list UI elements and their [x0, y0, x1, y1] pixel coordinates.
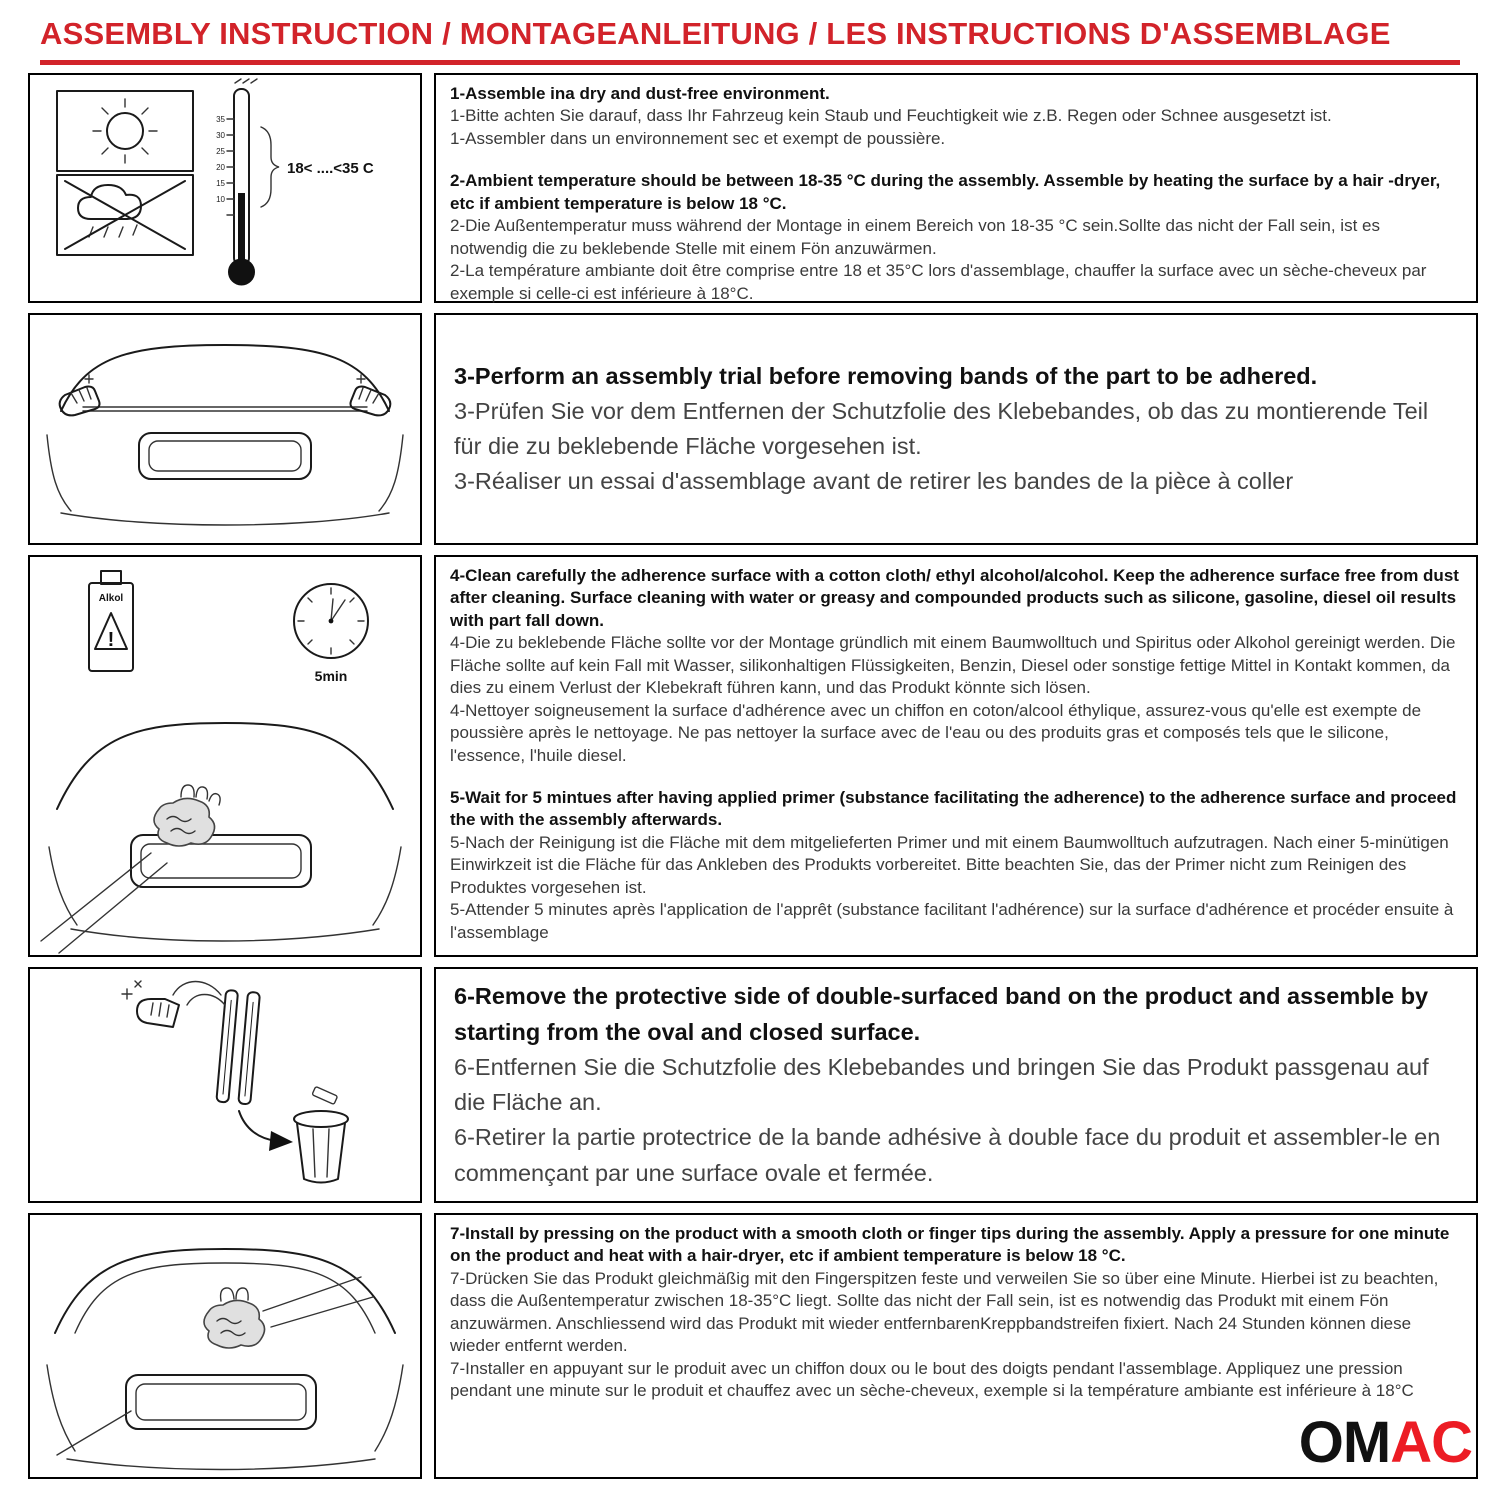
step2-text-en: 2-Ambient temperature should be between 18-35 °C during the assembly. Assemble by heating the surface by a hair -dryer, etc if ambient temperature is below 18 °C.: [450, 171, 1441, 213]
step2-text-de: 2-Die Außentemperatur muss während der Montage in einem Bereich von 18-35 °C sein.Sollte das nicht der Fall sein, ist es notwendig die zu beklebende Stelle mit einem Fön anzuwärmen.: [450, 216, 1380, 258]
bottle-label: Alkol: [98, 593, 124, 604]
hand-icon: [122, 981, 179, 1027]
thermometer-scale-15: 15: [216, 179, 225, 188]
illustration-press-install: [28, 1213, 422, 1479]
omac-logo: [1298, 1410, 1472, 1475]
step5-text-en: 5-Wait for 5 mintues after having applied primer (substance facilitating the adherence) to the adherence surface and proceed the with the assembly afterwards.: [450, 787, 1457, 830]
step6-text-de: 6-Entfernen Sie die Schutzfolie des Klebebandes und bringen Sie das Produkt passgenau auf die Fläche an.: [454, 1053, 1429, 1115]
step-6-instructions: [434, 967, 1478, 1203]
illustration-clean-primer: [28, 555, 422, 957]
header: [0, 0, 1500, 65]
instruction-rows: [0, 73, 1500, 1479]
step-row-environment: [28, 73, 1478, 303]
step7-text-en: 7-Install by pressing on the product with a smooth cloth or finger tips during the assembly. Apply a pressure for one minute on the product and heat with a hair-dryer, etc if ambient temperature is below 18 °C.: [450, 1224, 1450, 1266]
thermometer-scale-20: 20: [216, 163, 225, 172]
illustration-assembly-trial: [28, 313, 422, 545]
clock-icon: [294, 584, 368, 684]
step5-text-fr: 5-Attender 5 minutes après l'application de l'apprêt (substance facilitant l'adhérence) sur la surface d'adhérence et procéder ensuite à l'assemblage: [450, 900, 1454, 942]
step1-text-fr: 1-Assembler dans un environnement sec et exempt de poussière.: [450, 128, 946, 148]
step-4-5-instructions: [434, 555, 1478, 957]
clock-duration-label: 5min: [314, 668, 348, 684]
step-1-2-instructions: [434, 73, 1478, 303]
alcohol-bottle-icon: [89, 571, 133, 671]
warning-exclamation: !: [107, 629, 115, 651]
hand-pressing-illustration: [47, 1249, 403, 1470]
step3-text-en: 3-Perform an assembly trial before removing bands of the part to be adhered.: [454, 362, 1318, 389]
step-row-remove-band: [28, 967, 1478, 1203]
sun-icon: [57, 91, 193, 171]
step2-text-fr: 2-La température ambiante doit être comprise entre 18 et 35°C lors d'assemblage, chauffer la surface avec un sèche-cheveux par exemple si celle-ci est inférieure à 18°C.: [450, 261, 1427, 303]
illustration-environment: [28, 73, 422, 303]
trash-can-icon: [294, 1086, 348, 1182]
step1-text-de: 1-Bitte achten Sie darauf, dass Ihr Fahrzeug kein Staub und Feuchtigkeit wie z.B. Regen oder Schnee ausgesetzt ist.: [450, 106, 1332, 126]
step4-text-en: 4-Clean carefully the adherence surface with a cotton cloth/ ethyl alcohol/alcohol. Keep the adherence surface free from dust after cleaning. Surface cleaning with water or greasy and compounded products such as silicone, gasoline, diesel oil results with part fall down.: [450, 566, 1459, 630]
omac-logo-black: OM: [1298, 1410, 1391, 1475]
step-row-assembly-trial: [28, 313, 1478, 545]
omac-logo-red: AC: [1390, 1410, 1472, 1475]
illustration-remove-band: [28, 967, 422, 1203]
step4-text-de: 4-Die zu beklebende Fläche sollte vor der Montage gründlich mit einem Baumwolltuch und Spiritus oder Alkohol gereinigt werden. Die Fläche sollte auf kein Fall mit Wasser, silikonhaltigen Flüssigkeiten, Benzin, Diesel oder sonstige fettige Mittel in Kontakt kommen, da dies zu einem Verlust der Klebekraft führen kann, und das Produkt könnte sich lösen.: [450, 633, 1456, 698]
warning-triangle-icon: [95, 613, 127, 651]
step3-text-de: 3-Prüfen Sie vor dem Entfernen der Schutzfolie des Klebebandes, ob das zu montierende Teil für die zu beklebende Fläche vorgesehen ist.: [454, 397, 1429, 459]
thermometer-scale-35: 35: [216, 115, 225, 124]
step3-text-fr: 3-Réaliser un essai d'assemblage avant de retirer les bandes de la pièce à coller: [454, 468, 1294, 495]
thermometer-scale-30: 30: [216, 131, 225, 140]
step-row-press-install: [28, 1213, 1478, 1479]
hands-stretching-band-illustration: [47, 345, 403, 525]
peeling-band-illustration: [122, 981, 348, 1183]
step7-text-fr: 7-Installer en appuyant sur le produit avec un chiffon doux ou le bout des doigts pendant l'assemblage. Appliquez une pression pendant une minute sur le produit et chauffez avec un sèche-cheveux, exemple si la température ambiante est inférieure à 18°C: [450, 1358, 1414, 1401]
page-title: ASSEMBLY INSTRUCTION / MONTAGEANLEITUNG / LES INSTRUCTIONS D'ASSEMBLAGE: [40, 16, 1391, 51]
step6-text-en: 6-Remove the protective side of double-surfaced band on the product and assemble by starting from the oval and closed surface.: [454, 983, 1429, 1045]
step1-text-en: 1-Assemble ina dry and dust-free environment.: [450, 84, 830, 103]
thermometer-scale-25: 25: [216, 147, 225, 156]
step7-text-de: 7-Drücken Sie das Produkt gleichmäßig mit den Fingerspitzen feste und verweilen Sie so über eine Minute. Hierbei ist zu beachten, dass die Außentemperatur zwischen 18-35°C liegt. Sollte das nicht der Fall sein, ist es notwendig das Produkt mit einem Fön anzuwärmen. Anschliessend wird das Produkt mit wieder entfernbarenKreppbandstreifen fixiert. Nach 24 Stunden können diese wieder entfernt werden.: [450, 1268, 1439, 1356]
thermometer-scale-10: 10: [216, 195, 225, 204]
title-underline: [40, 60, 1460, 65]
step-row-clean-primer: [28, 555, 1478, 957]
temp-range-bracket: [261, 127, 374, 207]
step-3-instructions: [434, 313, 1478, 545]
thermometer-icon: [216, 79, 257, 285]
step4-text-fr: 4-Nettoyer soigneusement la surface d'adhérence avec un chiffon en coton/alcool éthylique, assurez-vous qu'elle est exempte de poussière après le nettoyage. Ne pas nettoyer la surface avec de l'eau ou des produits gras et composés tels que le silicone, l'essence, l'huile diesel.: [450, 700, 1422, 765]
no-rain-icon: [57, 175, 193, 255]
hand-cleaning-illustration: [41, 723, 401, 953]
step6-text-fr: 6-Retirer la partie protectrice de la bande adhésive à double face du produit et assembler-le en commençant par une surface ovale et fermée.: [454, 1124, 1441, 1186]
temp-range-label: 18< ....<35 C: [287, 160, 374, 177]
step5-text-de: 5-Nach der Reinigung ist die Fläche mit dem mitgelieferten Primer und mit einem Baumwolltuch aufzutragen. Nach einer 5-minütigen Einwirkzeit ist die Fläche für das Ankleben des Produkts vorbereitet. Bitte beachten Sie, das der Primer nicht zum Reinigen des Produktes vorgesehen ist.: [450, 832, 1449, 897]
